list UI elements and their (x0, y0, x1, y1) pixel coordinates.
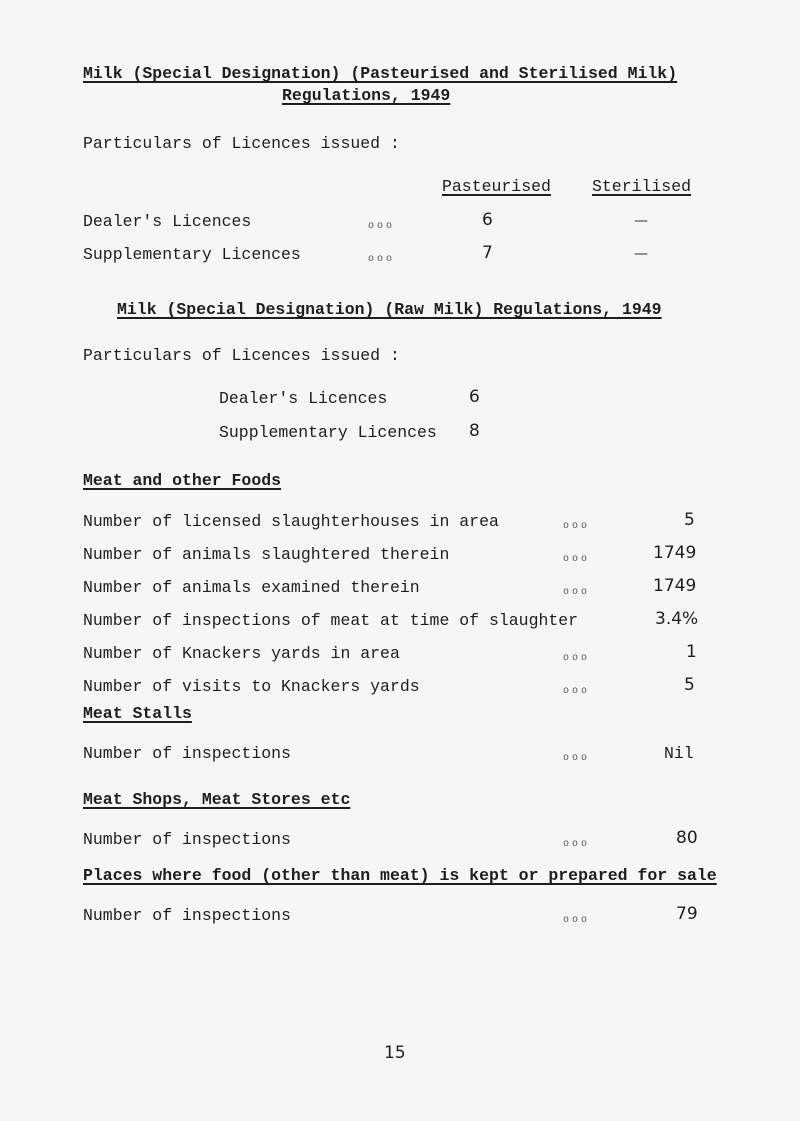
section5-label: Number of inspections (83, 830, 291, 849)
section3-title: Meat and other Foods (83, 471, 282, 490)
pasteurised-value: 6 (482, 210, 493, 230)
row-label: Number of licensed slaughterhouses in area (83, 512, 499, 531)
row-label: Number of inspections of meat at time of slaughter (83, 611, 579, 630)
section1-subtitle: Regulations, 1949 (282, 86, 451, 105)
leader-dots: ooo (563, 587, 591, 598)
section2-title: Milk (Special Designation) (Raw Milk) Regulations, 1949 (117, 300, 662, 319)
leader-dots: ooo (563, 915, 591, 926)
section1-intro: Particulars of Licences issued : (83, 134, 400, 153)
row-value: 6 (469, 387, 480, 407)
row-label: Number of visits to Knackers yards (83, 677, 420, 696)
leader-dots: ooo (368, 221, 396, 232)
leader-dots: ooo (563, 521, 591, 532)
row-label: Number of animals slaughtered therein (83, 545, 450, 564)
row-value: 8 (469, 421, 480, 441)
leader-dots: ooo (368, 254, 396, 265)
col-header-sterilised: Sterilised (592, 177, 692, 196)
section4-value: Nil (664, 744, 694, 763)
leader-dots: ooo (563, 839, 591, 850)
sterilised-value: — (634, 213, 648, 229)
row-value: 1749 (653, 543, 697, 563)
section2-intro: Particulars of Licences issued : (83, 346, 400, 365)
section4-title: Meat Stalls (83, 704, 192, 723)
section1-title: Milk (Special Designation) (Pasteurised and Sterilised Milk) (83, 64, 678, 83)
section5-value: 80 (676, 828, 698, 848)
leader-dots: ooo (563, 554, 591, 565)
leader-dots: ooo (563, 753, 591, 764)
page-number: 15 (384, 1043, 406, 1063)
leader-dots: ooo (563, 686, 591, 697)
row-label: Supplementary Licences (83, 245, 301, 264)
row-label: Number of animals examined therein (83, 578, 420, 597)
row-label: Supplementary Licences (219, 423, 437, 442)
section5-title: Meat Shops, Meat Stores etc (83, 790, 351, 809)
section6-value: 79 (676, 904, 698, 924)
col-header-pasteurised: Pasteurised (442, 177, 551, 196)
row-value: 1 (686, 642, 697, 662)
pasteurised-value: 7 (482, 243, 493, 263)
row-label: Dealer's Licences (219, 389, 388, 408)
row-value: 5 (684, 675, 695, 695)
row-label: Dealer's Licences (83, 212, 252, 231)
section6-title: Places where food (other than meat) is kept or prepared for sale (83, 866, 717, 885)
row-value: 5 (684, 510, 695, 530)
row-value: 3.4% (655, 609, 699, 629)
section4-label: Number of inspections (83, 744, 291, 763)
row-label: Number of Knackers yards in area (83, 644, 400, 663)
leader-dots: ooo (563, 653, 591, 664)
section6-label: Number of inspections (83, 906, 291, 925)
row-value: 1749 (653, 576, 697, 596)
sterilised-value: — (634, 246, 648, 262)
